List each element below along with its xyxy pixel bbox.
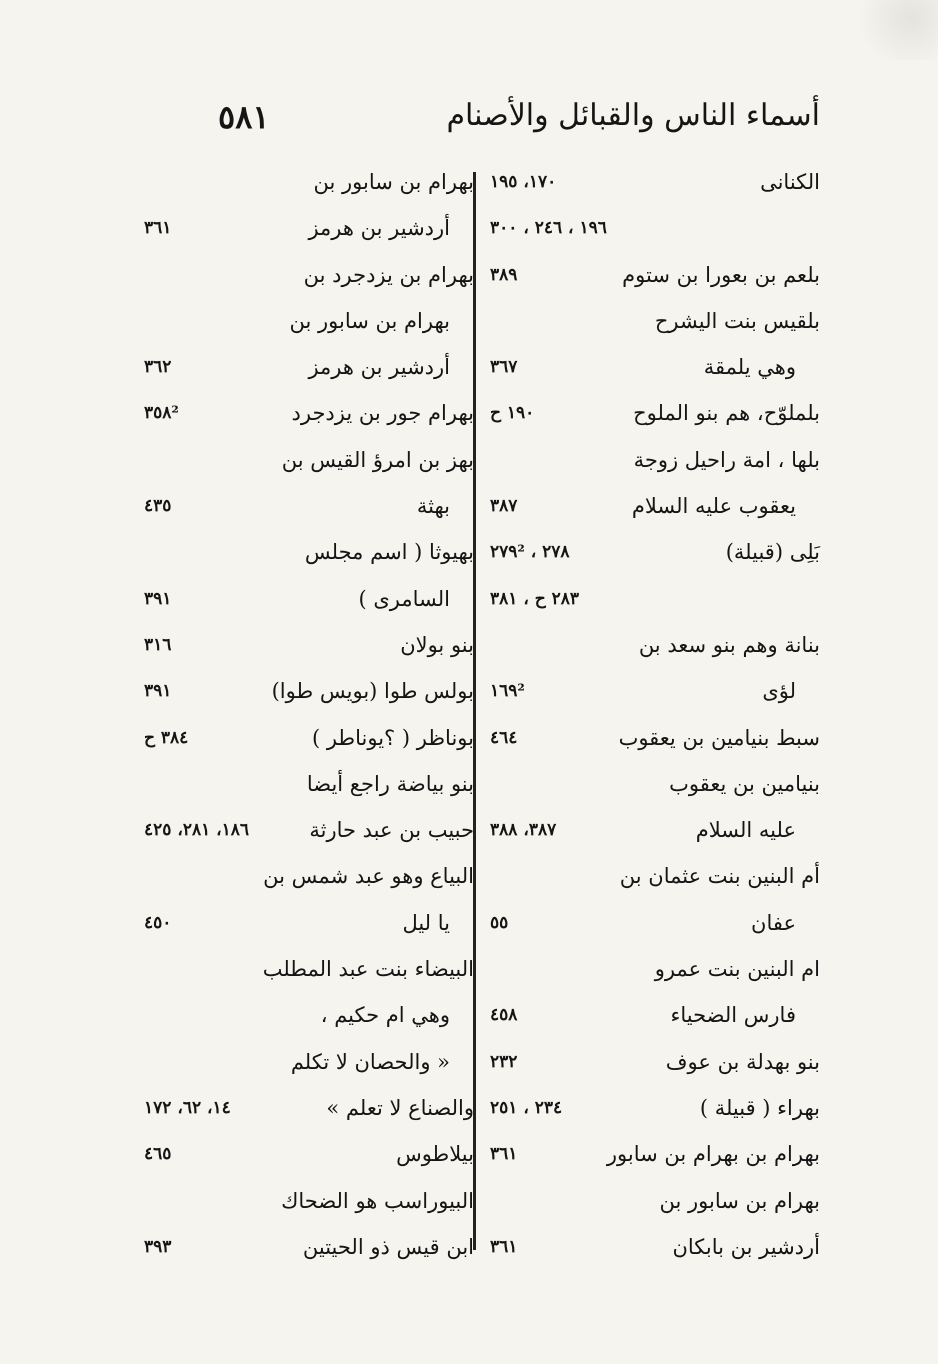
- index-entry: [144, 623, 474, 669]
- index-entry: [490, 716, 820, 762]
- index-entry: [490, 901, 820, 947]
- index-entry: [490, 253, 820, 299]
- entry-page-refs: ٤٥٨: [490, 1005, 518, 1026]
- entry-page-refs: ٢٧٨ ، ٢٧٩²: [490, 542, 570, 563]
- index-entry: [490, 391, 820, 437]
- entry-name: عفان: [751, 910, 796, 935]
- index-entry: [490, 947, 820, 993]
- entry-name: بلعم بن بعورا بن ستوم: [622, 262, 820, 287]
- index-entry: [490, 438, 820, 484]
- index-entry: [490, 299, 820, 345]
- entry-name: أردشير بن بابكان: [672, 1234, 820, 1259]
- entry-page-refs: ٤٥٠: [144, 912, 172, 933]
- entry-name: وهي يلمقة: [703, 355, 796, 380]
- entry-name: بلها ، امة راحيل زوجة: [633, 447, 820, 472]
- entry-name: الكنانى: [760, 170, 820, 194]
- index-entry: [490, 1086, 820, 1132]
- index-entry: [144, 1086, 474, 1132]
- entry-name: حبيب بن عبد حارثة: [309, 818, 474, 843]
- index-entry: [490, 577, 820, 623]
- entry-name: بهرام بن يزدجرد بن: [303, 262, 474, 287]
- index-entry: [490, 530, 820, 576]
- entry-page-refs: ٢٨٣ ح ، ٣٨١: [490, 588, 580, 609]
- entry-page-refs: ٣٨٧: [490, 496, 518, 517]
- index-entry: [144, 1225, 474, 1271]
- entry-page-refs: ٣٦٢: [144, 357, 172, 378]
- entry-name: بنانة وهم بنو سعد بن: [638, 632, 820, 657]
- index-entry: [144, 669, 474, 715]
- entry-page-refs: ١٨٦، ٢٨١، ٤٢٥: [144, 820, 250, 841]
- index-entry: [144, 345, 474, 391]
- entry-name: ابن قيس ذو الحيتين: [302, 1234, 474, 1259]
- index-column-right: [490, 160, 820, 1271]
- entry-page-refs: ١٩٦ ، ٢٤٦ ، ٣٠٠: [490, 218, 607, 239]
- index-entry: [144, 901, 474, 947]
- entry-name: بيلاطوس: [396, 1142, 474, 1167]
- entry-name: بهثة: [416, 494, 450, 519]
- entry-name: عليه السلام: [695, 818, 796, 843]
- entry-page-refs: ٤٣٥: [144, 496, 172, 517]
- entry-name: يا ليل: [402, 910, 450, 935]
- entry-page-refs: ٣٨٧، ٣٨٨: [490, 820, 557, 841]
- index-entry: [144, 530, 474, 576]
- index-entry: [144, 808, 474, 854]
- index-entry: [144, 484, 474, 530]
- entry-page-refs: ١٧٠، ١٩٥: [490, 172, 557, 192]
- entry-page-refs: ١٤، ٦٢، ١٧٢: [144, 1097, 231, 1118]
- index-entry: [490, 854, 820, 900]
- entry-name: والصناع لا تعلم »: [326, 1095, 474, 1120]
- entry-name: بهيوثا ( اسم مجلس: [304, 540, 474, 565]
- entry-page-refs: ٣٦١: [490, 1236, 518, 1257]
- entry-name: بهرام بن سابور بن: [313, 170, 474, 194]
- entry-page-refs: ٢٣٢: [490, 1051, 518, 1072]
- entry-name: بهرام جور بن يزدجرد: [291, 401, 474, 426]
- index-entry: [490, 484, 820, 530]
- index-entry: [144, 160, 474, 206]
- index-entry: [490, 762, 820, 808]
- index-entry: [490, 1225, 820, 1271]
- entry-page-refs: ٣٩١: [144, 588, 172, 609]
- index-entry: [144, 854, 474, 900]
- entry-page-refs: ٣٩٣: [144, 1236, 172, 1257]
- entry-name: وهي ام حكيم ،: [320, 1003, 450, 1028]
- entry-page-refs: ٣٥٨²: [144, 403, 179, 424]
- entry-name: بولس طوا (بويس طوا): [271, 679, 474, 704]
- entry-page-refs: ٢٣٤ ، ٢٥١: [490, 1097, 563, 1118]
- entry-page-refs: ٣٦١: [490, 1144, 518, 1165]
- entry-name: بنو بولان: [400, 632, 474, 657]
- entry-page-refs: ٣٦٧: [490, 357, 518, 378]
- index-entry: [490, 1132, 820, 1178]
- index-entry: [144, 993, 474, 1039]
- index-entry: [144, 253, 474, 299]
- index-entry: [144, 1132, 474, 1178]
- index-entry: [144, 577, 474, 623]
- entry-name: يعقوب عليه السلام: [631, 494, 796, 519]
- index-column-left: [144, 160, 474, 1271]
- entry-page-refs: ٣٩١: [144, 681, 172, 702]
- entry-name: البيوراسب هو الضحاك: [281, 1188, 474, 1213]
- index-entry: [144, 947, 474, 993]
- index-entry: [490, 1179, 820, 1225]
- index-entry: [144, 762, 474, 808]
- index-entry: [144, 206, 474, 252]
- entry-name: ام البنين بنت عمرو: [654, 957, 820, 982]
- entry-name: بهز بن امرؤ القيس بن: [281, 447, 474, 472]
- page-header-title: أسماء الناس والقبائل والأصنام: [446, 98, 820, 133]
- index-entry: [144, 391, 474, 437]
- entry-name: أم البنين بنت عثمان بن: [619, 864, 820, 889]
- scan-noise: [848, 0, 938, 60]
- entry-page-refs: ٣٨٤ ح: [144, 727, 189, 748]
- entry-name: فارس الضحياء: [670, 1003, 796, 1028]
- index-entry: [490, 345, 820, 391]
- entry-name: بنو بهدلة بن عوف: [665, 1049, 820, 1074]
- entry-page-refs: ٤٦٥: [144, 1144, 172, 1165]
- entry-page-refs: ١٩٠ ح: [490, 403, 535, 424]
- entry-name: بَلِى (قبيلة): [725, 540, 820, 565]
- page-number: ٥٨١: [218, 98, 270, 136]
- entry-name: بنو بياضة راجع أيضا: [306, 771, 474, 796]
- entry-name: بلملوّح، هم بنو الملوح: [633, 401, 820, 426]
- index-entry: [490, 623, 820, 669]
- entry-page-refs: ٣١٦: [144, 634, 172, 655]
- entry-page-refs: ٣٨٩: [490, 264, 518, 285]
- entry-name: البياع وهو عبد شمس بن: [263, 864, 474, 889]
- entry-page-refs: ٣٦١: [144, 218, 172, 239]
- entry-name: بهرام بن سابور بن: [659, 1188, 820, 1213]
- index-entry: [490, 669, 820, 715]
- index-entry: [144, 299, 474, 345]
- entry-page-refs: ١٦٩²: [490, 681, 525, 702]
- entry-name: بوناظر ( ؟يوناطر ): [311, 725, 474, 750]
- index-entry: [490, 993, 820, 1039]
- entry-name: بهرام بن بهرام بن سابور: [606, 1142, 820, 1167]
- index-entry: [144, 1040, 474, 1086]
- index-entry: [144, 716, 474, 762]
- entry-name: أردشير بن هرمز: [308, 216, 450, 241]
- entry-name: بهرام بن سابور بن: [289, 308, 450, 333]
- entry-name: أردشير بن هرمز: [308, 355, 450, 380]
- entry-name: السامرى ): [358, 586, 450, 611]
- index-entry: [490, 1040, 820, 1086]
- entry-name: بهراء ( قبيلة ): [699, 1095, 820, 1120]
- entry-name: بنيامين بن يعقوب: [669, 771, 820, 796]
- entry-page-refs: ٥٥: [490, 912, 509, 933]
- index-entry: [490, 206, 820, 252]
- entry-name: لؤى: [762, 679, 796, 704]
- index-entry: [490, 160, 820, 206]
- entry-name: البيضاء بنت عبد المطلب: [262, 957, 474, 982]
- index-entry: [144, 1179, 474, 1225]
- entry-name: بلقيس بنت اليشرح: [654, 308, 820, 333]
- index-entry: [490, 808, 820, 854]
- entry-name: « والحصان لا تكلم: [290, 1049, 450, 1074]
- index-entry: [144, 438, 474, 484]
- entry-name: سبط بنيامين بن يعقوب: [618, 725, 820, 750]
- entry-page-refs: ٤٦٤: [490, 727, 518, 748]
